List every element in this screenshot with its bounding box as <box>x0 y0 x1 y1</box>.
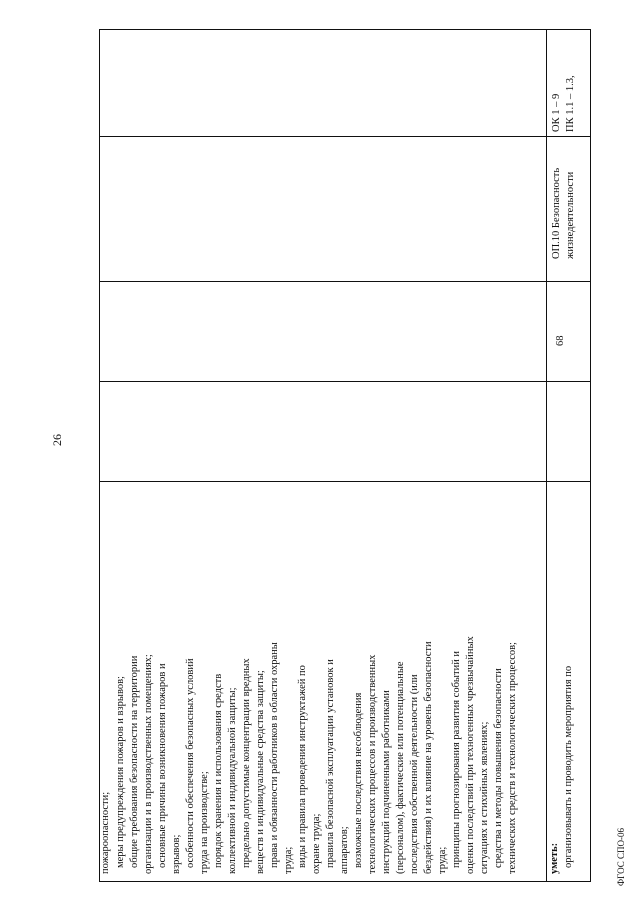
list-item: организации и в производственных помещениях; <box>143 654 154 874</box>
list-item: труда; <box>437 846 448 874</box>
list-item: технических средств и технологических процессов; <box>507 642 518 874</box>
knowledge-column <box>99 488 591 878</box>
list-item: охране труда; <box>311 813 322 874</box>
list-item: пожароопасности; <box>100 791 111 874</box>
discipline-name: ОП.10 Безопасность <box>551 167 562 259</box>
discipline-name: жизнедеятельности <box>565 171 576 259</box>
list-item: ситуациях и стихийных явлениях; <box>479 721 490 874</box>
list-item: порядок хранения и использования средств <box>213 673 224 868</box>
list-item: бездействия) и их влияние на уровень безопасности <box>423 641 434 874</box>
list-item: основные причины возникновения пожаров и <box>157 663 168 868</box>
list-item: технологических процессов и производственных <box>367 654 378 874</box>
list-item: особенности обеспечения безопасных условий <box>185 658 196 868</box>
competency-codes: ОК 1 – 9 <box>551 93 562 132</box>
list-item: права и обязанности работников в области охраны <box>269 642 280 868</box>
list-item: принципы прогнозирования развития событий и <box>451 650 462 868</box>
list-item: организовывать и проводить мероприятия по <box>563 665 574 868</box>
table-border-right <box>99 29 591 30</box>
competency-codes: ПК 1.1 – 1.3, <box>565 75 576 132</box>
list-item: (персоналом), фактические или потенциальные <box>395 661 406 874</box>
column-divider <box>99 136 591 137</box>
list-item: труда на производстве; <box>199 771 210 874</box>
list-item: общие требования безопасности на территории <box>129 655 140 868</box>
list-item: веществ и индивидуальные средства защиты; <box>255 670 266 874</box>
list-item: взрывов; <box>171 834 182 874</box>
page-number: 26 <box>50 434 64 446</box>
list-item: аппаратов; <box>339 826 350 874</box>
list-item: инструкций подчиненными работниками <box>381 690 392 874</box>
column-divider <box>99 481 591 482</box>
table-border-left <box>99 881 591 882</box>
hours-value: 68 <box>555 335 566 346</box>
list-item: средства и методы повышения безопасности <box>493 668 504 868</box>
list-item: коллективной и индивидуальной защиты; <box>227 687 238 874</box>
list-item: труда; <box>283 846 294 874</box>
list-item: последствия собственной деятельности (или <box>409 674 420 874</box>
footer-code: ФГОС СПО-06 <box>616 828 626 886</box>
column-divider <box>99 281 591 282</box>
list-item: возможные последствия несоблюдения <box>353 692 364 868</box>
list-item: оценки последствий при техногенных чрезвычайных <box>465 636 476 874</box>
list-item: виды и правила проведения инструктажей по <box>297 665 308 868</box>
requirements-table <box>99 29 591 882</box>
column-divider <box>99 381 591 382</box>
list-item: меры предупреждения пожаров и взрывов; <box>115 676 126 868</box>
skills-label: уметь: <box>549 842 560 874</box>
list-item: предельно допустимые концентрации вредных <box>241 658 252 868</box>
list-item: правила безопасной эксплуатации установок и <box>325 659 336 868</box>
